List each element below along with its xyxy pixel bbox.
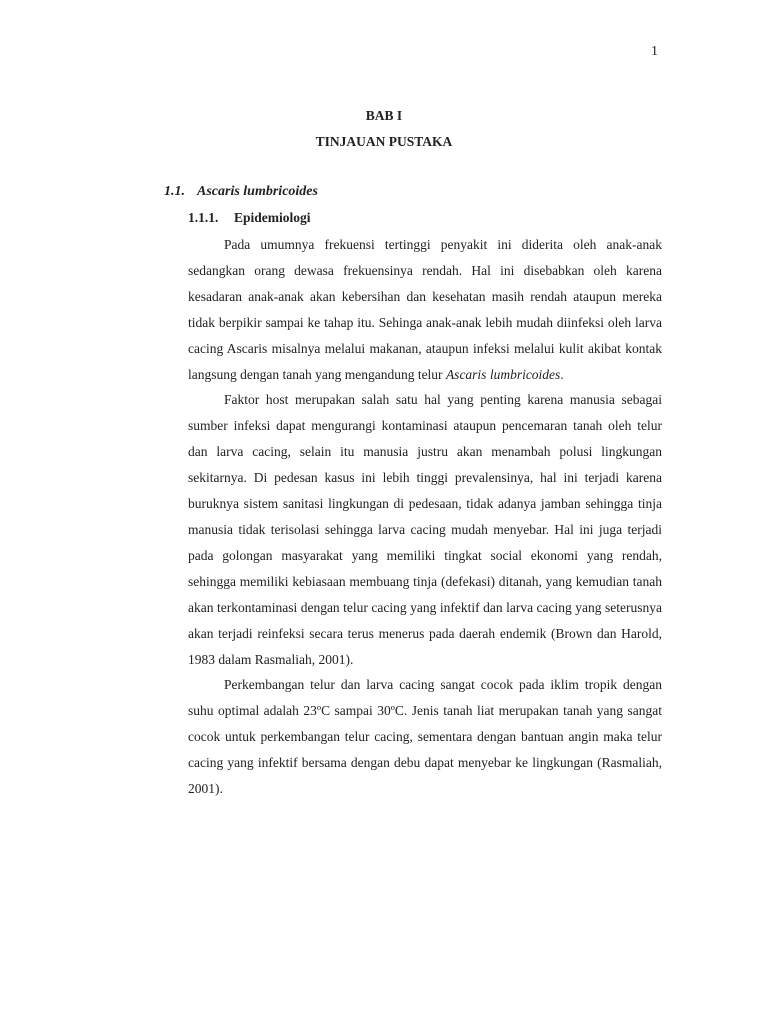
paragraph-text: Faktor host merupakan salah satu hal yang penting karena manusia sebagai sumber infeksi dapat mengurangi kontaminasi ataupun pencemaran tanah oleh telur dan larva cacing, selain itu manusia justru akan menambah polusi lingkungan sekitarnya. Di pedesan kasus ini lebih tinggi prevalensinya, hal ini terjadi karena buruknya sistem sanitasi lingkungan di pedesaan, tidak adanya jamban sehingga tinja manusia tidak terisolasi sehingga larva cacing mudah menyebar. Hal ini juga terjadi pada golongan masyarakat yang memiliki tingkat social ekonomi yang rendah, sehingga memiliki kebiasaan membuang tinja (defekasi) ditanah, yang kemudian tanah akan terkontaminasi dengan telur cacing yang infektif dan larva cacing yang seterusnya akan terjadi reinfeksi secara terus menerus pada daerah endemik (Brown dan Harold, 1983 dalam Rasmaliah, 2001).	[188, 392, 662, 667]
species-name: Ascaris lumbricoides	[445, 366, 561, 382]
page-number: 1	[651, 44, 658, 59]
paragraph	[188, 672, 662, 802]
chapter-label: BAB I	[365, 108, 403, 123]
paragraph	[188, 232, 662, 387]
paragraph-end: .	[560, 366, 564, 382]
section-heading	[164, 184, 318, 200]
subsection-title: Epidemiologi	[234, 210, 311, 225]
subsection-heading	[188, 210, 311, 226]
paragraph-text: Pada umumnya frekuensi tertinggi penyakit ini diderita oleh anak-anak sedangkan orang dewasa frekuensinya rendah. Hal ini disebabkan oleh karena kesadaran anak-anak akan kebersihan dan kesehatan masih rendah ataupun mereka tidak berpikir sampai ke tahap itu. Sehinga anak-anak lebih mudah diinfeksi oleh larva cacing Ascaris misalnya melalui makanan, ataupun infeksi melalui kulit akibat kontak langsung dengan tanah yang mengandung telur	[188, 237, 662, 382]
subsection-number: 1.1.1.	[188, 210, 219, 225]
paragraph	[188, 387, 662, 672]
paragraph-text: Perkembangan telur dan larva cacing sangat cocok pada iklim tropik dengan suhu optimal adalah 23ºC sampai 30ºC. Jenis tanah liat merupakan tanah yang sangat cocok untuk perkembangan telur cacing, sementara dengan bantuan angin maka telur cacing yang infektif bersama dengan debu dapat menyebar ke lingkungan (Rasmaliah, 2001).	[188, 677, 662, 797]
section-title: Ascaris lumbricoides	[197, 184, 318, 199]
section-number: 1.1.	[164, 184, 185, 199]
chapter-title: TINJAUAN PUSTAKA	[315, 134, 453, 149]
body-text	[188, 232, 662, 802]
